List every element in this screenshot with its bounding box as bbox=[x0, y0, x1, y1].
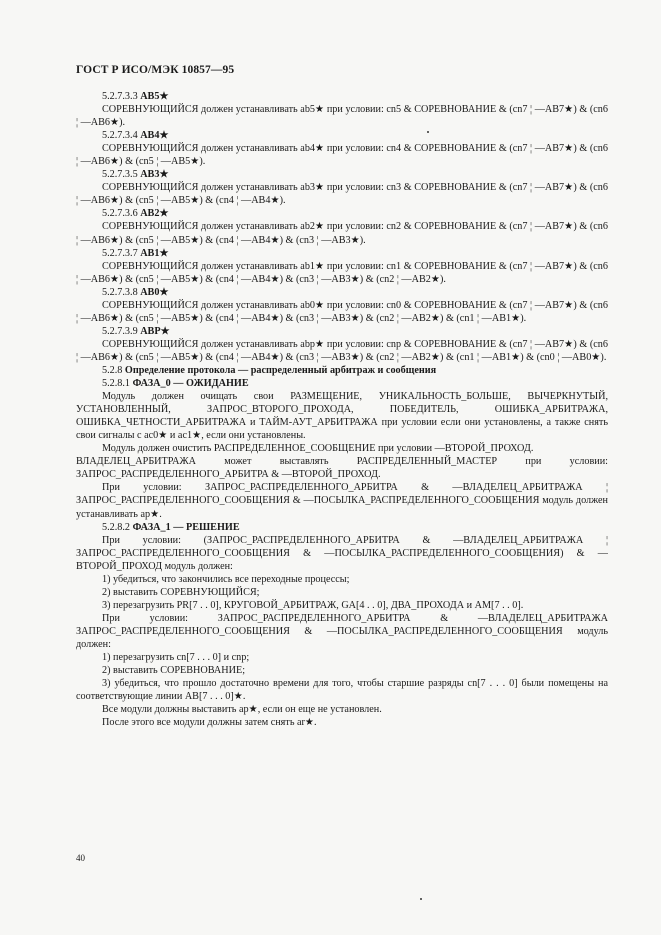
paragraph: СОРЕВНУЮЩИЙСЯ должен устанавливать ab4★ при условии: cn4 & СОРЕВНОВАНИЕ & (cn7 ¦ —AB7★) & (cn6 ¦ —AB6★) & (cn5 ¦ —AB5★). bbox=[76, 143, 608, 168]
list-item: 2) выставить СОРЕВНУЮЩИЙСЯ; bbox=[102, 586, 260, 598]
document-body bbox=[76, 90, 608, 729]
list-item: 1) перезагрузить cn[7 . . . 0] и cnp; bbox=[102, 652, 250, 664]
section-number: 5.2.7.3.9 bbox=[102, 325, 138, 337]
section-heading bbox=[76, 207, 608, 220]
section-number: 5.2.7.3.4 bbox=[102, 130, 138, 142]
paragraph: СОРЕВНУЮЩИЙСЯ должен устанавливать ab5★ при условии: cn5 & СОРЕВНОВАНИЕ & (cn7 ¦ —AB7★) & (cn6 ¦ —AB6★). bbox=[76, 104, 608, 129]
paragraph: 3) перезагрузить PR[7 . . 0], КРУГОВОЙ_АРБИТРАЖ, GA[4 . . 0], ДВА_ПРОХОДА и АМ[7 . . 0]. bbox=[102, 599, 524, 611]
section-heading bbox=[76, 364, 608, 377]
section-heading bbox=[76, 247, 608, 260]
section-title: АВ0★ bbox=[140, 286, 169, 298]
page-number: 40 bbox=[76, 853, 85, 863]
section-heading bbox=[76, 90, 608, 103]
section-heading bbox=[76, 377, 608, 390]
section-heading bbox=[76, 129, 608, 142]
paragraph: СОРЕВНУЮЩИЙСЯ должен устанавливать ab2★ при условии: cn2 & СОРЕВНОВАНИЕ & (cn7 ¦ —AB7★) & (cn6 ¦ —AB6★) & (cn5 ¦ —AB5★) & (cn4 ¦ —AB4★) & (cn3 ¦ —AB3★). bbox=[76, 221, 608, 246]
section-title: ФАЗА_0 — ОЖИДАНИЕ bbox=[132, 378, 249, 390]
section-title: ФАЗА_1 — РЕШЕНИЕ bbox=[132, 521, 240, 533]
list-item: 1) убедиться, что закончились все переходные процессы; bbox=[102, 573, 350, 585]
scan-speck bbox=[427, 131, 429, 133]
section-number: 5.2.8.1 bbox=[102, 378, 131, 390]
paragraph: 3) убедиться, что прошло достаточно времени для того, чтобы старшие разряды cn[7 . . . 0] были помещены на соответствующие линии AB[7 . . . 0]★. bbox=[76, 678, 608, 703]
section-number: 5.2.8.2 bbox=[102, 521, 131, 533]
section-title: АВР★ bbox=[140, 325, 170, 337]
section-title: Определение протокола — распределенный арбитраж и сообщения bbox=[124, 364, 437, 376]
section-number: 5.2.7.3.8 bbox=[102, 286, 138, 298]
section-title: АВ1★ bbox=[140, 247, 169, 259]
section-title: АВ2★ bbox=[140, 208, 169, 220]
paragraph: Модуль должен очистить РАСПРЕДЕЛЕННОЕ_СООБЩЕНИЕ при условии —ВТОРОЙ_ПРОХОД. bbox=[102, 443, 534, 455]
list-item: После этого все модули должны затем снять ar★. bbox=[102, 717, 317, 729]
section-number: 5.2.7.3.6 bbox=[102, 208, 138, 220]
document-header: ГОСТ Р ИСО/МЭК 10857—95 bbox=[76, 64, 235, 76]
section-heading bbox=[76, 325, 608, 338]
paragraph: СОРЕВНУЮЩИЙСЯ должен устанавливать ab1★ при условии: cn1 & СОРЕВНОВАНИЕ & (cn7 ¦ —AB7★) & (cn6 ¦ —AB6★) & (cn5 ¦ —AB5★) & (cn4 ¦ —AB4★) & (cn3 ¦ —AB3★) & (cn2 ¦ —AB2★). bbox=[76, 260, 608, 285]
section-title: АВ4★ bbox=[140, 130, 169, 142]
paragraph: СОРЕВНУЮЩИЙСЯ должен устанавливать abp★ при условии: cnp & СОРЕВНОВАНИЕ & (cn7 ¦ —AB7★) & (cn6 ¦ —AB6★) & (cn5 ¦ —AB5★) & (cn4 ¦ —AB4★) & (cn3 ¦ —AB3★) & (cn2 ¦ —AB2★) & (cn1 ¦ —AB1★) & (cn0 ¦ —AB0★). bbox=[76, 338, 608, 363]
paragraph: СОРЕВНУЮЩИЙСЯ должен устанавливать ab3★ при условии: cn3 & СОРЕВНОВАНИЕ & (cn7 ¦ —AB7★) & (cn6 ¦ —AB6★) & (cn5 ¦ —AB5★) & (cn4 ¦ —AB4★). bbox=[76, 182, 608, 207]
list-item: 2) выставить СОРЕВНОВАНИЕ; bbox=[102, 665, 246, 677]
section-number: 5.2.7.3.3 bbox=[102, 91, 138, 102]
section-number: 5.2.7.3.5 bbox=[102, 169, 138, 181]
section-heading bbox=[76, 286, 608, 299]
list-item: Все модули должны выставить ар★, если он еще не установлен. bbox=[102, 704, 382, 716]
section-number: 5.2.8 bbox=[102, 364, 123, 376]
paragraph: При условии: ЗАПРОС_РАСПРЕДЕЛЕННОГО_АРБИТРА & —ВЛАДЕЛЕЦ_АРБИТРАЖА ¦ ЗАПРОС_РАСПРЕДЕЛЕННОГО_СООБЩЕНИЯ & —ПОСЫЛКА_РАСПРЕДЕЛЕННОГО_СООБЩЕНИЯ модуль должен устанавливать ар★. bbox=[76, 482, 608, 520]
paragraph: СОРЕВНУЮЩИЙСЯ должен устанавливать ab0★ при условии: cn0 & СОРЕВНОВАНИЕ & (cn7 ¦ —AB7★) & (cn6 ¦ —AB6★) & (cn5 ¦ —AB5★) & (cn4 ¦ —AB4★) & (cn3 ¦ —AB3★) & (cn2 ¦ —AB2★) & (cn1 ¦ —AB1★). bbox=[76, 299, 608, 324]
scan-speck bbox=[420, 898, 422, 900]
section-heading bbox=[76, 168, 608, 181]
paragraph: ВЛАДЕЛЕЦ_АРБИТРАЖА может выставлять РАСПРЕДЕЛЕННЫЙ_МАСТЕР при условии: ЗАПРОС_РАСПРЕДЕЛЕННОГО_АРБИТРА & —ВТОРОЙ_ПРОХОД. bbox=[76, 456, 608, 481]
section-heading bbox=[76, 521, 608, 534]
paragraph: При условии: ЗАПРОС_РАСПРЕДЕЛЕННОГО_АРБИТРА & —ВЛАДЕЛЕЦ_АРБИТРАЖА ЗАПРОС_РАСПРЕДЕЛЕННОГО_СООБЩЕНИЯ & —ПОСЫЛКА_РАСПРЕДЕЛЕННОГО_СООБЩЕНИЯ модуль должен: bbox=[76, 612, 608, 650]
paragraph: При условии: (ЗАПРОС_РАСПРЕДЕЛЕННОГО_АРБИТРА & —ВЛАДЕЛЕЦ_АРБИТРАЖА ¦ ЗАПРОС_РАСПРЕДЕЛЕННОГО_СООБЩЕНИЯ & —ПОСЫЛКА_РАСПРЕДЕЛЕННОГО_СООБЩЕНИЯ) & —ВТОРОЙ_ПРОХОД модуль должен: bbox=[76, 534, 608, 572]
section-title: АВ3★ bbox=[140, 169, 169, 181]
section-title: АВ5★ bbox=[140, 91, 169, 102]
paragraph: Модуль должен очищать свои РАЗМЕЩЕНИЕ, УНИКАЛЬНОСТЬ_БОЛЬШЕ, ВЫЧЕРКНУТЫЙ, УСТАНОВЛЕННЫЙ, ЗАПРОС_ВТОРОГО_ПРОХОДА, ПОБЕДИТЕЛЬ, ОШИБКА_АРБИТРАЖА, ОШИБКА_ЧЕТНОСТИ_АРБИТРАЖА и ТАЙМ-АУТ_АРБИТРАЖА при условии если они установлены, а также снять свои сигналы с ас0★ и ас1★, если они установлены. bbox=[76, 391, 608, 442]
section-number: 5.2.7.3.7 bbox=[102, 247, 138, 259]
